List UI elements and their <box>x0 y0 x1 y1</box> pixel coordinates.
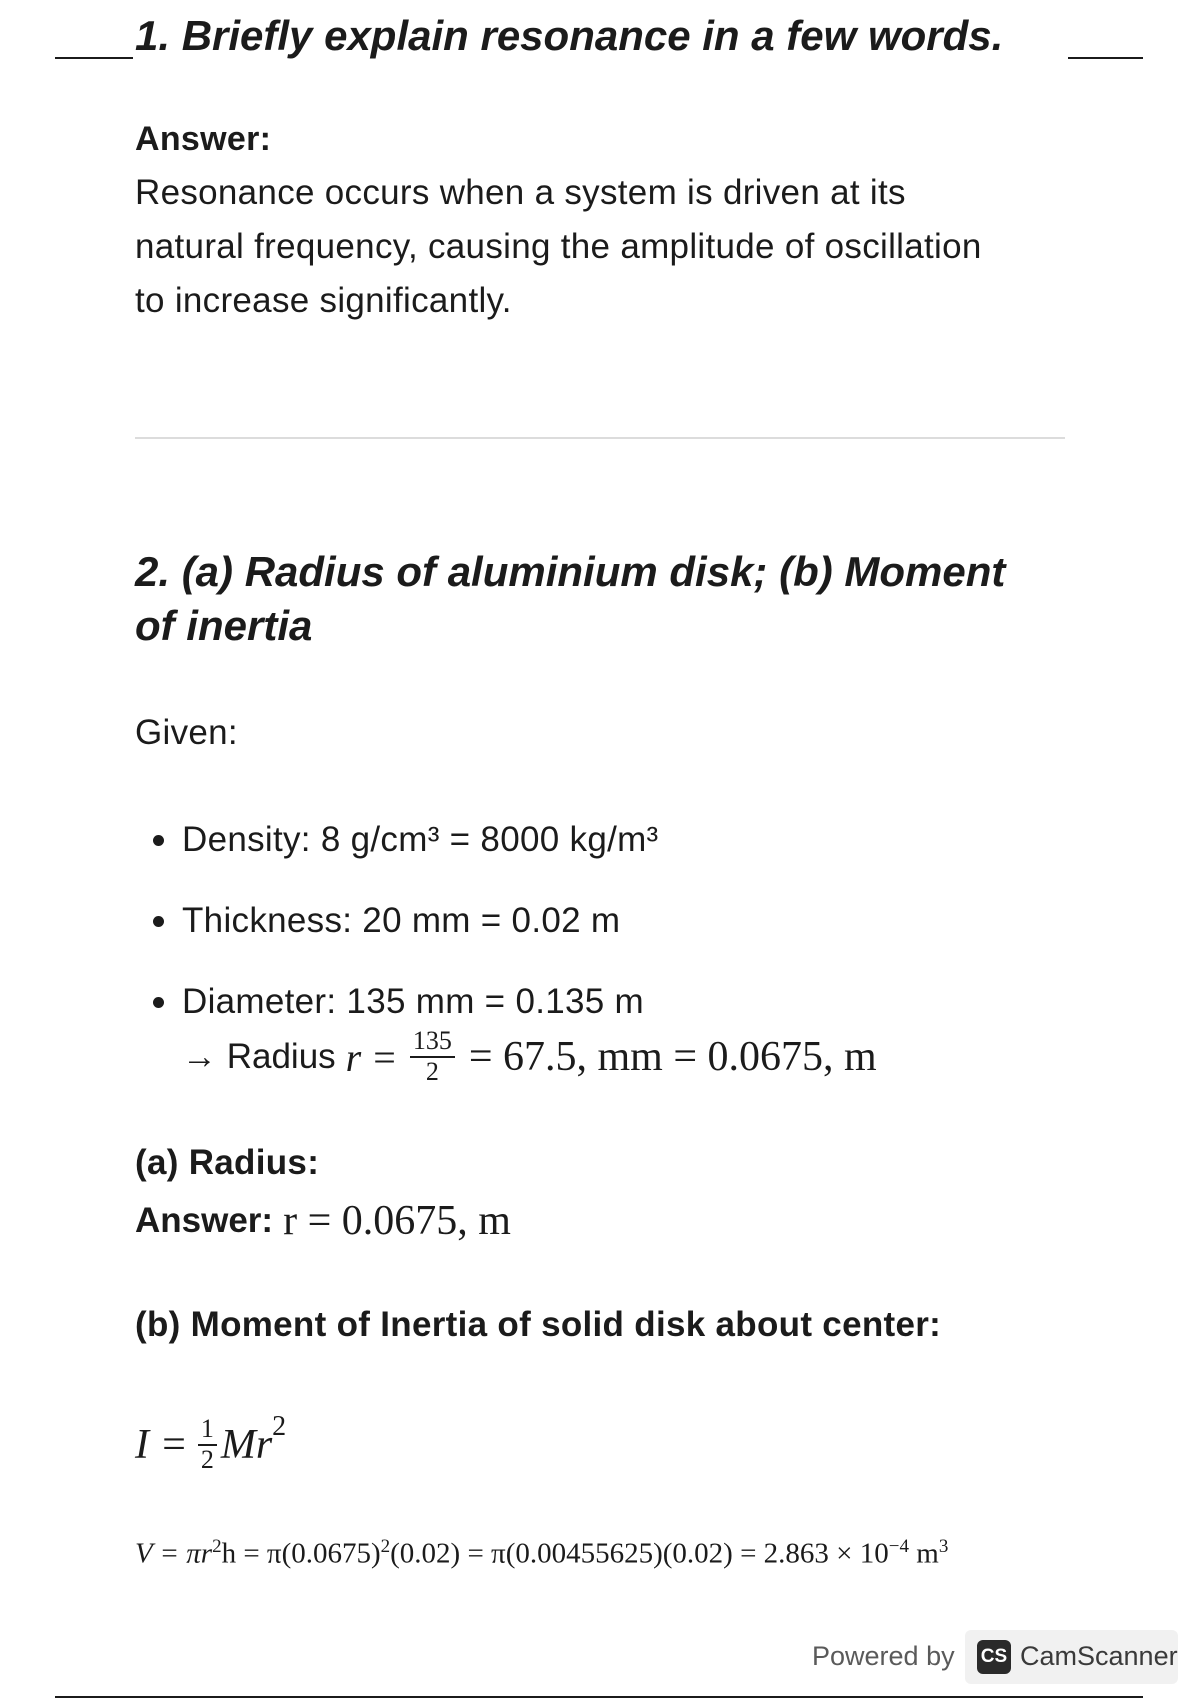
inertia-fraction <box>198 1415 217 1474</box>
q1-heading: 1. Briefly explain resonance in a few words. <box>135 12 1004 59</box>
fraction-denominator: 2 <box>200 1445 214 1474</box>
part-a-answer-label: Answer: <box>135 1201 274 1240</box>
volume-exponent: 3 <box>938 1536 949 1557</box>
radius-fraction <box>410 1027 455 1086</box>
part-a-answer-expr: r = 0.0675, m <box>283 1198 511 1244</box>
fraction-numerator: 135 <box>410 1027 455 1058</box>
volume-part: V = πr <box>135 1537 213 1570</box>
camscanner-logo: CS <box>977 1640 1011 1674</box>
bullet-density: Density: 8 g/cm³ = 8000 kg/m³ <box>182 820 659 859</box>
q1-answer-label: Answer: <box>135 120 272 158</box>
camscanner-brand: CamScanner <box>1020 1641 1178 1671</box>
inertia-exponent: 2 <box>272 1411 287 1442</box>
radius-result: = 67.5, mm = 0.0675, m <box>468 1034 877 1080</box>
bullet-thickness: Thickness: 20 mm = 0.02 m <box>182 901 621 940</box>
bottom-rule <box>55 1696 1143 1698</box>
volume-part: (0.02) = π(0.00455625)(0.02) = 2.863 × 10 <box>390 1537 889 1570</box>
volume-formula <box>135 1522 948 1572</box>
right-rule <box>1068 57 1143 59</box>
volume-part: m <box>909 1537 939 1570</box>
q2-heading-line: of inertia <box>135 602 313 649</box>
q1-answer-line: natural frequency, causing the amplitude of oscillation <box>135 227 982 266</box>
inertia-formula <box>135 1405 286 1485</box>
q1-answer-line: to increase significantly. <box>135 281 512 320</box>
part-a-answer <box>135 1193 511 1249</box>
fraction-denominator: 2 <box>425 1057 439 1086</box>
q2-heading <box>135 545 1005 653</box>
inertia-rhs: Mr <box>220 1422 273 1468</box>
inertia-lhs: I = <box>135 1422 188 1468</box>
given-label: Given: <box>135 713 238 752</box>
left-rule <box>55 57 133 59</box>
bullet-diameter: Diameter: 135 mm = 0.135 m <box>182 982 645 1021</box>
q1-answer-text <box>135 166 1085 328</box>
volume-exponent: 2 <box>380 1536 391 1557</box>
radius-equals: = <box>373 1034 396 1080</box>
radius-prefix: → Radius <box>182 1037 336 1076</box>
fraction-numerator: 1 <box>198 1415 217 1446</box>
bullet-dot <box>153 835 164 846</box>
camscanner-badge <box>965 1630 1178 1684</box>
section-divider <box>135 437 1065 439</box>
volume-exponent: −4 <box>888 1536 910 1557</box>
q1-answer-line: Resonance occurs when a system is driven at its <box>135 173 906 212</box>
part-a-label: (a) Radius: <box>135 1143 320 1182</box>
bullet-dot <box>153 997 164 1008</box>
q2-heading-line: 2. (a) Radius of aluminium disk; (b) Moment <box>135 548 1006 595</box>
radius-formula <box>182 1022 877 1092</box>
powered-by-text: Powered by <box>812 1641 955 1671</box>
part-b-label: (b) Moment of Inertia of solid disk about center: <box>135 1305 942 1344</box>
bullet-dot <box>153 916 164 927</box>
radius-var: r <box>345 1034 362 1080</box>
volume-exponent: 2 <box>212 1536 222 1557</box>
volume-part: h = π(0.0675) <box>221 1537 381 1570</box>
